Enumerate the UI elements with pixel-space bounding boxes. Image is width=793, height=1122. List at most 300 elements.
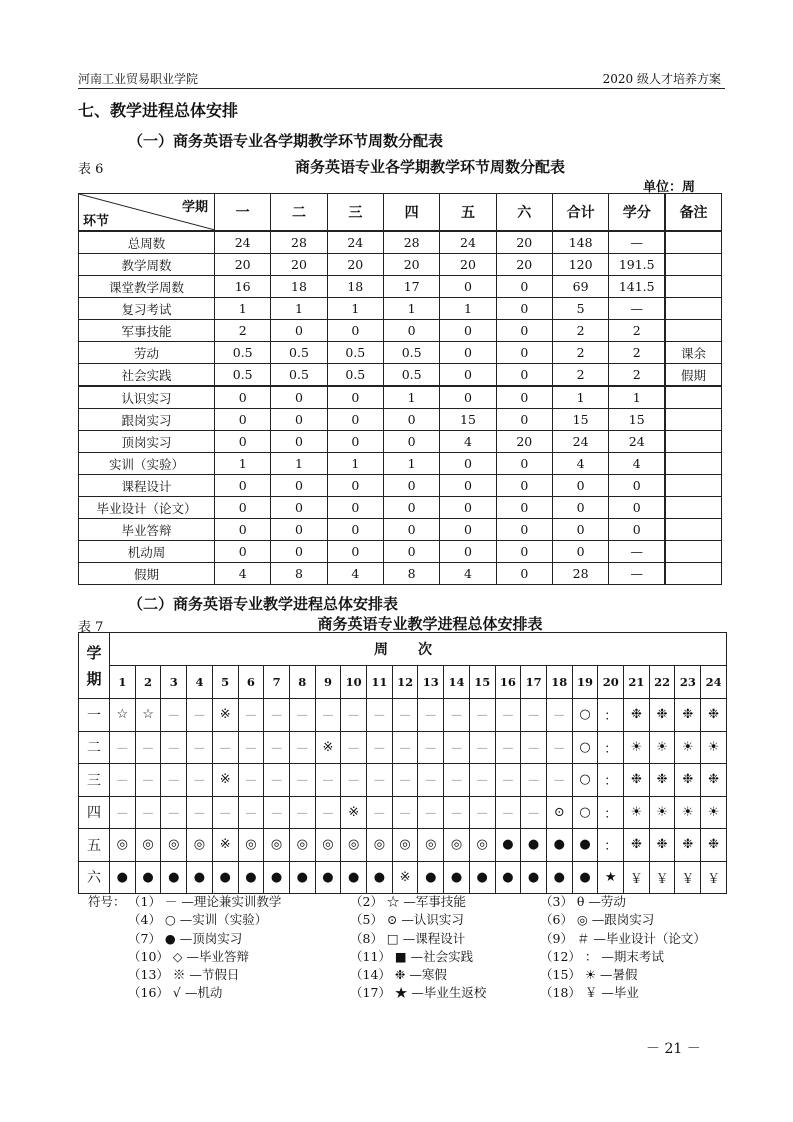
table6-cell: 0 [440, 497, 496, 519]
table6-row [79, 541, 722, 563]
table6-cell [665, 254, 721, 276]
schedule-cell: ： [598, 764, 624, 797]
schedule-cell: ◎ [469, 829, 495, 862]
table6-cell: 0 [327, 409, 383, 431]
schedule-cell: － [469, 764, 495, 797]
schedule-cell: － [161, 699, 187, 732]
table6-cell: 20 [215, 254, 271, 276]
table6-cell: 0 [609, 519, 665, 541]
table6-cell: 0 [552, 475, 608, 497]
table6-cell: 24 [215, 231, 271, 254]
table6-cell: 0 [552, 497, 608, 519]
schedule-cell: － [289, 699, 315, 732]
schedule-cell: ： [598, 796, 624, 829]
table6-cell: 0 [271, 497, 327, 519]
schedule-cell: ● [315, 861, 341, 894]
semester-label: 一 [79, 699, 110, 732]
table6-unit: 单位：周 [642, 180, 695, 195]
week-number: 21 [624, 666, 650, 699]
schedule-cell: － [495, 731, 521, 764]
legend-item: （5） ⊙ —认识实习 [350, 912, 464, 928]
table7-header-row [79, 633, 727, 666]
schedule-cell: ◎ [392, 829, 418, 862]
table6-cell: 0 [327, 541, 383, 563]
schedule-cell: － [367, 764, 393, 797]
schedule-cell: ※ [212, 829, 238, 862]
schedule-cell: ◎ [161, 829, 187, 862]
table6-cell: 1 [271, 453, 327, 475]
schedule-cell: ◎ [367, 829, 393, 862]
table6-cell: 0 [496, 342, 552, 364]
table6-cell: 0 [271, 386, 327, 409]
week-number: 5 [212, 666, 238, 699]
table6-cell: 17 [383, 276, 439, 298]
table6-column-header: 学分 [609, 194, 665, 232]
legend-prefix [88, 930, 128, 948]
table6-cell: 0 [383, 475, 439, 497]
semester-label: 六 [79, 861, 110, 894]
semester-label: 三 [79, 764, 110, 797]
schedule-cell: ☆ [135, 699, 161, 732]
week-number: 19 [572, 666, 598, 699]
table6-cell: 141.5 [609, 276, 665, 298]
week-number: 8 [289, 666, 315, 699]
table6-cell: — [609, 298, 665, 320]
schedule-cell: － [315, 699, 341, 732]
week-number: 24 [701, 666, 727, 699]
table6-cell: 24 [440, 231, 496, 254]
schedule-cell: ☆ [110, 699, 136, 732]
table6-cell: 2 [552, 320, 608, 342]
table6-cell: 15 [609, 409, 665, 431]
schedule-cell: － [521, 764, 547, 797]
table6-cell: — [609, 563, 665, 585]
row-label: 实训（实验） [79, 453, 215, 475]
table6-cell: 0 [440, 342, 496, 364]
schedule-cell: ❉ [649, 829, 675, 862]
schedule-cell: － [238, 796, 264, 829]
week-number-row [79, 666, 727, 699]
legend-item: （2） ☆ —军事技能 [350, 894, 466, 909]
schedule-cell: － [161, 764, 187, 797]
teaching-schedule-table [78, 632, 727, 894]
table6-cell: 0 [552, 541, 608, 563]
week-number: 3 [161, 666, 187, 699]
schedule-cell: － [135, 731, 161, 764]
table6-cell: 0 [215, 541, 271, 563]
table6-cell: 69 [552, 276, 608, 298]
schedule-cell: ： [598, 829, 624, 862]
table6-column-header: 一 [215, 194, 271, 232]
table6-cell: 4 [327, 563, 383, 585]
table6-cell: 0.5 [383, 342, 439, 364]
table6-cell [665, 409, 721, 431]
week-allocation-table [78, 193, 722, 585]
header-doc-title: 2020 级人才培养方案 [602, 72, 721, 86]
table6-row [79, 342, 722, 364]
schedule-cell: － [367, 699, 393, 732]
table6-cell: 2 [609, 320, 665, 342]
semester-row [79, 764, 727, 797]
schedule-cell: ❉ [649, 699, 675, 732]
table6-row [79, 320, 722, 342]
table6-cell: 2 [552, 364, 608, 387]
table6-cell: 2 [215, 320, 271, 342]
table6-cell: 0 [215, 475, 271, 497]
table6-cell: 0 [271, 475, 327, 497]
row-label: 认识实习 [79, 386, 215, 409]
corner-segment-label: 环节 [83, 214, 110, 229]
schedule-cell: ￥ [624, 861, 650, 894]
header-institution: 河南工业贸易职业学院 [78, 72, 199, 86]
week-number: 7 [264, 666, 290, 699]
schedule-cell: ※ [315, 731, 341, 764]
table6-row [79, 231, 722, 254]
legend-item: （13） ※ —节假日 [128, 967, 240, 983]
table6-cell: 0 [496, 364, 552, 387]
schedule-cell: － [392, 764, 418, 797]
table6-cell: 0 [496, 298, 552, 320]
semester-row [79, 796, 727, 829]
row-label: 军事技能 [79, 320, 215, 342]
table6-cell: 5 [552, 298, 608, 320]
table6-cell: 0 [496, 409, 552, 431]
table6-cell: 1 [215, 453, 271, 475]
legend-row [88, 984, 740, 1002]
schedule-cell: － [546, 764, 572, 797]
table6-row [79, 563, 722, 585]
table6-column-header: 二 [271, 194, 327, 232]
legend-item: （18） ￥ —毕业 [540, 985, 639, 1001]
table6-cell: 0 [271, 519, 327, 541]
week-number: 17 [521, 666, 547, 699]
table6-cell [665, 431, 721, 453]
schedule-cell: － [444, 731, 470, 764]
table6-cell: 18 [327, 276, 383, 298]
schedule-cell: ● [546, 861, 572, 894]
schedule-cell: － [392, 796, 418, 829]
week-number: 6 [238, 666, 264, 699]
table6-cell: 20 [496, 431, 552, 453]
schedule-cell: － [392, 699, 418, 732]
table6-cell: 0 [271, 320, 327, 342]
table6-row [79, 254, 722, 276]
schedule-cell: ◎ [418, 829, 444, 862]
schedule-cell: ● [495, 861, 521, 894]
table6-cell: 1 [609, 386, 665, 409]
semester-row [79, 731, 727, 764]
week-number: 14 [444, 666, 470, 699]
schedule-cell: ※ [212, 764, 238, 797]
schedule-cell: － [238, 764, 264, 797]
schedule-cell: － [418, 731, 444, 764]
schedule-cell: ● [238, 861, 264, 894]
schedule-cell: ● [161, 861, 187, 894]
table6-cell: — [609, 541, 665, 563]
table6-cell: 0.5 [215, 342, 271, 364]
row-label: 机动周 [79, 541, 215, 563]
symbol-legend [88, 893, 740, 1003]
schedule-cell: － [238, 699, 264, 732]
table6-cell [665, 497, 721, 519]
schedule-cell: － [212, 796, 238, 829]
schedule-cell: ● [367, 861, 393, 894]
row-label: 课程设计 [79, 475, 215, 497]
schedule-cell: － [315, 764, 341, 797]
table6-row [79, 364, 722, 387]
semester-row [79, 861, 727, 894]
table6-cell [665, 541, 721, 563]
table6-cell: 24 [609, 431, 665, 453]
legend-item: （8） □ —课程设计 [350, 930, 466, 946]
schedule-cell: － [521, 796, 547, 829]
table6-column-header: 备注 [665, 194, 721, 232]
week-number: 4 [187, 666, 213, 699]
table6-cell: 4 [440, 563, 496, 585]
legend-item: （1） － —理论兼实训教学 [128, 894, 282, 909]
schedule-cell: － [367, 731, 393, 764]
schedule-cell: ◎ [110, 829, 136, 862]
legend-item: （10） ◇ —毕业答辩 [128, 948, 249, 964]
table6-cell: 0 [496, 453, 552, 475]
row-label: 假期 [79, 563, 215, 585]
schedule-cell: ☀ [675, 731, 701, 764]
schedule-cell: － [161, 731, 187, 764]
table6-cell: 0 [440, 386, 496, 409]
legend-item: （16） √ —机动 [128, 985, 223, 1001]
semester-label: 五 [79, 829, 110, 862]
table6-header-row [79, 194, 722, 232]
schedule-cell: ⊙ [546, 796, 572, 829]
table6-caption: 商务英语专业各学期教学环节周数分配表 [294, 158, 565, 176]
table6-cell: 1 [440, 298, 496, 320]
schedule-cell: ￥ [675, 861, 701, 894]
table6-cell: 4 [609, 453, 665, 475]
schedule-cell: － [495, 764, 521, 797]
schedule-cell: ● [135, 861, 161, 894]
table6-cell: 0.5 [271, 364, 327, 387]
table6-corner-header [79, 194, 215, 232]
week-header: 周次 [110, 633, 727, 666]
schedule-cell: － [367, 796, 393, 829]
table6-cell: 18 [271, 276, 327, 298]
table6-cell: 0 [271, 409, 327, 431]
schedule-cell: ● [469, 861, 495, 894]
schedule-cell: － [418, 699, 444, 732]
schedule-cell: － [264, 764, 290, 797]
table6-cell: 20 [327, 254, 383, 276]
schedule-cell: ☀ [701, 796, 727, 829]
schedule-cell: ☀ [624, 731, 650, 764]
schedule-cell: － [187, 796, 213, 829]
legend-item: （17） ★ —毕业生返校 [350, 985, 487, 1001]
schedule-cell: － [469, 699, 495, 732]
schedule-cell: － [238, 731, 264, 764]
table6-cell: 0 [440, 453, 496, 475]
table6-row [79, 298, 722, 320]
table6-cell: 120 [552, 254, 608, 276]
schedule-cell: ☀ [624, 796, 650, 829]
table6-row [79, 276, 722, 298]
schedule-cell: － [187, 764, 213, 797]
schedule-cell: － [546, 731, 572, 764]
schedule-cell: ● [187, 861, 213, 894]
legend-row [88, 911, 740, 929]
table6-cell: 0 [327, 475, 383, 497]
schedule-cell: ● [572, 829, 598, 862]
week-number: 9 [315, 666, 341, 699]
schedule-cell: － [264, 699, 290, 732]
table6-cell: 0 [383, 519, 439, 541]
schedule-cell: ◎ [315, 829, 341, 862]
schedule-cell: － [392, 731, 418, 764]
schedule-cell: － [418, 796, 444, 829]
schedule-cell: － [110, 796, 136, 829]
schedule-cell: ● [495, 829, 521, 862]
schedule-cell: － [521, 731, 547, 764]
week-number: 10 [341, 666, 367, 699]
schedule-cell: ☀ [675, 796, 701, 829]
table7-number: 表 7 [78, 620, 104, 635]
schedule-cell: ○ [572, 764, 598, 797]
legend-row [88, 893, 740, 911]
table6-cell: 0.5 [383, 364, 439, 387]
table6-cell: 0 [496, 386, 552, 409]
table6-cell: 0 [383, 409, 439, 431]
table6-cell: 0 [609, 475, 665, 497]
schedule-cell: ￥ [649, 861, 675, 894]
schedule-cell: ● [521, 861, 547, 894]
schedule-cell: ★ [598, 861, 624, 894]
table6-cell: 20 [496, 254, 552, 276]
schedule-cell: ☀ [649, 731, 675, 764]
schedule-cell: － [495, 796, 521, 829]
schedule-cell: － [341, 764, 367, 797]
schedule-cell: ● [264, 861, 290, 894]
schedule-cell: ❉ [624, 699, 650, 732]
page-number: － 21 － [646, 1041, 701, 1057]
header-rule [78, 88, 725, 89]
schedule-cell: ○ [572, 699, 598, 732]
table6-cell: 15 [552, 409, 608, 431]
table6-cell: — [609, 231, 665, 254]
schedule-cell: － [444, 764, 470, 797]
row-label: 总周数 [79, 231, 215, 254]
schedule-cell: － [212, 731, 238, 764]
schedule-cell: ◎ [444, 829, 470, 862]
schedule-cell: ◎ [264, 829, 290, 862]
table6-cell: 0 [496, 541, 552, 563]
table6-cell: 0 [496, 497, 552, 519]
schedule-cell: ： [598, 699, 624, 732]
table6-cell: 20 [271, 254, 327, 276]
table6-cell: 28 [552, 563, 608, 585]
table6-cell: 0 [496, 563, 552, 585]
legend-item: （9） ＃ —毕业设计（论文） [540, 930, 706, 946]
table6-cell: 1 [383, 298, 439, 320]
table6-cell: 0 [496, 475, 552, 497]
schedule-cell: ◎ [187, 829, 213, 862]
week-number: 18 [546, 666, 572, 699]
table6-row [79, 475, 722, 497]
table6-cell: 0 [440, 519, 496, 541]
row-label: 社会实践 [79, 364, 215, 387]
table6-cell: 0 [215, 519, 271, 541]
week-number: 1 [110, 666, 136, 699]
schedule-cell: ： [598, 731, 624, 764]
table6-row [79, 409, 722, 431]
table6-cell: 20 [440, 254, 496, 276]
table6-cell: 0 [215, 409, 271, 431]
legend-item: （14） ❉ —寒假 [350, 967, 447, 983]
schedule-cell: ● [418, 861, 444, 894]
table6-cell: 1 [271, 298, 327, 320]
table6-cell: 1 [552, 386, 608, 409]
table6-cell: 0 [383, 320, 439, 342]
schedule-cell: ● [341, 861, 367, 894]
table6-cell: 2 [609, 342, 665, 364]
schedule-cell: ● [289, 861, 315, 894]
schedule-cell: － [521, 699, 547, 732]
schedule-cell: ❉ [649, 764, 675, 797]
table6-cell [665, 563, 721, 585]
table6-cell: 0 [496, 276, 552, 298]
schedule-cell: ￥ [701, 861, 727, 894]
legend-item: （3） θ —劳动 [540, 894, 626, 909]
schedule-cell: － [469, 731, 495, 764]
legend-item: （4） ○ —实训（实验） [128, 912, 268, 928]
table6-cell: 4 [215, 563, 271, 585]
row-label: 毕业答辩 [79, 519, 215, 541]
schedule-cell: － [418, 764, 444, 797]
schedule-cell: ❉ [701, 699, 727, 732]
schedule-cell: － [546, 699, 572, 732]
table6-cell: 0 [440, 276, 496, 298]
week-number: 20 [598, 666, 624, 699]
schedule-cell: － [289, 796, 315, 829]
table6-cell: 1 [383, 386, 439, 409]
legend-row [88, 966, 740, 984]
table6-column-header: 五 [440, 194, 496, 232]
table6-cell: 0 [383, 497, 439, 519]
legend-prefix [88, 984, 128, 1002]
table6-number: 表 6 [78, 162, 104, 177]
schedule-cell: － [444, 796, 470, 829]
table6-cell: 1 [383, 453, 439, 475]
schedule-cell: ● [572, 861, 598, 894]
schedule-cell: ● [521, 829, 547, 862]
table6-cell [665, 453, 721, 475]
week-number: 23 [675, 666, 701, 699]
schedule-cell: ◎ [341, 829, 367, 862]
table6-cell: 0 [383, 541, 439, 563]
row-label: 复习考试 [79, 298, 215, 320]
table6-cell: 0 [552, 519, 608, 541]
legend-item: （15） ☀ —暑假 [540, 967, 638, 983]
legend-row [88, 930, 740, 948]
table6-column-header: 四 [383, 194, 439, 232]
schedule-cell: － [135, 764, 161, 797]
row-label: 顶岗实习 [79, 431, 215, 453]
table6-cell: 0 [496, 320, 552, 342]
table6-cell: 0 [327, 320, 383, 342]
table6-cell: 4 [552, 453, 608, 475]
schedule-cell: ❉ [701, 764, 727, 797]
table6-cell: 0.5 [271, 342, 327, 364]
schedule-cell: － [289, 731, 315, 764]
schedule-cell: ※ [212, 699, 238, 732]
table6-cell: 1 [327, 453, 383, 475]
